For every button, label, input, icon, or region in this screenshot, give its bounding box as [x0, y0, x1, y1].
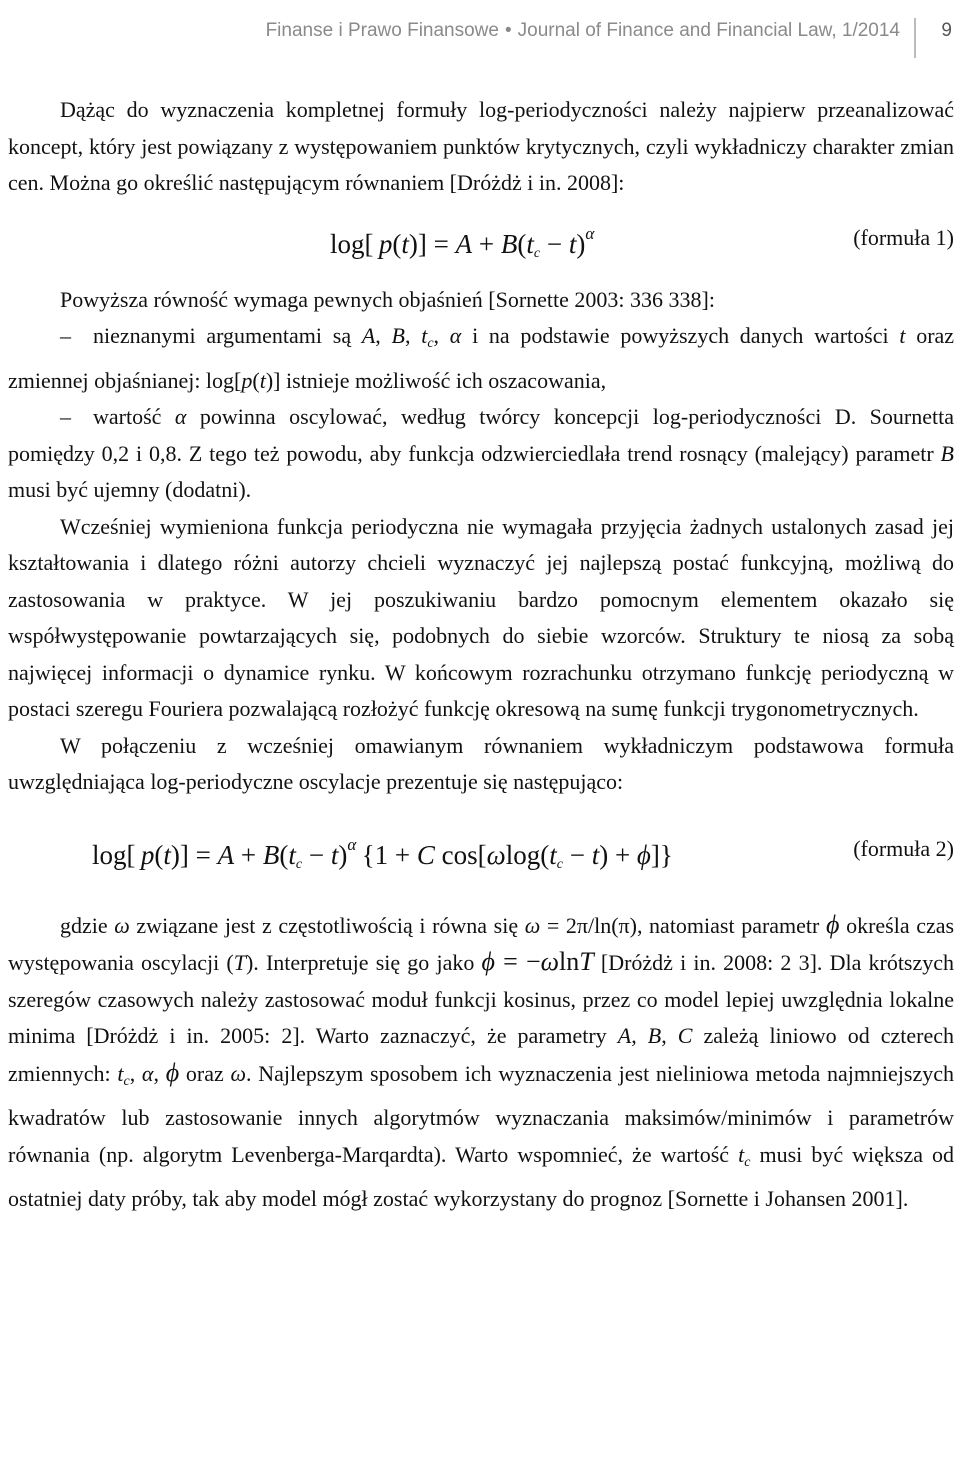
formula-2-label: (formuła 2) [853, 835, 954, 861]
header-divider [914, 18, 916, 58]
list-item-alpha: – wartość α powinna oscylować, według twórcy koncepcji log-periodyczności D. Sournetta pomiędzy 0,2 i 0,8. Z tego też powodu, aby funkcja odzwierciedlała trend rosnący (malejący) parametr B musi być ujemny (dodatni). [8, 404, 954, 502]
paragraph-intro: Dążąc do wyznaczenia kompletnej formuły log-periodyczności należy najpierw przeanalizować koncept, który jest powiązany z występowaniem punktów krytycznych, czyli wykładniczy charakter zmian cen. Można go określić następującym równaniem [Dróżdż i in. 2008]: [8, 97, 954, 195]
journal-title: Finanse i Prawo Finansowe • Journal of Finance and Financial Law, 1/2014 [265, 20, 900, 41]
paragraph-combined: W połączeniu z wcześniej omawianym równaniem wykładniczym podstawowa formuła uwzględniająca log-periodyczne oscylacje prezentuje się następująco: [8, 732, 954, 794]
paragraph-parameters: gdzie ω związane jest z częstotliwością i równa się ω = 2π/ln(π), natomiast parametr ϕ określa czas występowania oscylacji (T). Interpretuje się go jako ϕ = −ωlnT [Dróżdż i in. 2008: 2 3]. Dla krótszych szeregów czasowych należy zastosować moduł funkcji kosinus, przez co model lepiej uwzględnia lokalne minima [Dróżdż i in. 2005: 2]. Warto zaznaczyć, że parametry A, B, C zależą liniowo od czterech zmiennych: $t_c$, α, ϕ oraz ω. Najlepszym sposobem ich wyznaczenia jest nieliniowa metoda najmniejszych kwadratów lub zastosowanie innych algorytmów wyznaczania maksimów/minimów i parametrów równania (np. algorytm Levenberga-Marqardta). Warto wspomnieć, że wartość $t_c$ musi być większa od ostatniej daty próby, tak aby model mógł zostać wykorzystany do prognoz [Sornette i Johansen 2001]. [8, 909, 955, 1211]
page-number: 9 [941, 20, 952, 41]
paragraph-periodic: Wcześniej wymieniona funkcja periodyczna nie wymagała przyjęcia żadnych ustalonych zasad jej kształtowania i dlatego różni autorzy chcieli wyznaczyć jej najlepszą postać funkcyjną, możliwą do zastosowania w praktyce. W jej poszukiwaniu bardzo pomocnym elementem okazało się współwystępowanie powtarzających się, podobnych do siebie wzorców. Struktury te niosą za sobą najwięcej informacji o dynamice rynku. W końcowym rozrachunku otrzymano funkcję periodyczną w postaci szeregu Fouriera pozwalającą rozłożyć funkcję okresową na sumę funkcji trygonometrycznych. [8, 513, 954, 721]
formula-1 [8, 212, 954, 262]
article-body [8, 92, 954, 1218]
formula-1-expression: log[ $p(t)] = A + B(t_c - t)^\alpha$ [330, 223, 595, 261]
list-item-arguments: – nieznanymi argumentami są A, B, $t_c$, α i na podstawie powyższych danych wartości t oraz zmiennej objaśnianej: log[p(t)] istnieje możliwość ich oszacowania, [8, 323, 955, 393]
formula-2 [8, 823, 954, 873]
formula-2-expression: log[ $p(t)] = A + B(t_c - t)^\alpha$ {1 + C $\cos[\omega\log(t_c - t) + \phi]$} [92, 834, 673, 872]
running-header [0, 18, 960, 48]
formula-1-label: (formuła 1) [853, 224, 954, 250]
paragraph-explanation: Powyższa równość wymaga pewnych objaśnień [Sornette 2003: 336 338]: [60, 286, 715, 312]
